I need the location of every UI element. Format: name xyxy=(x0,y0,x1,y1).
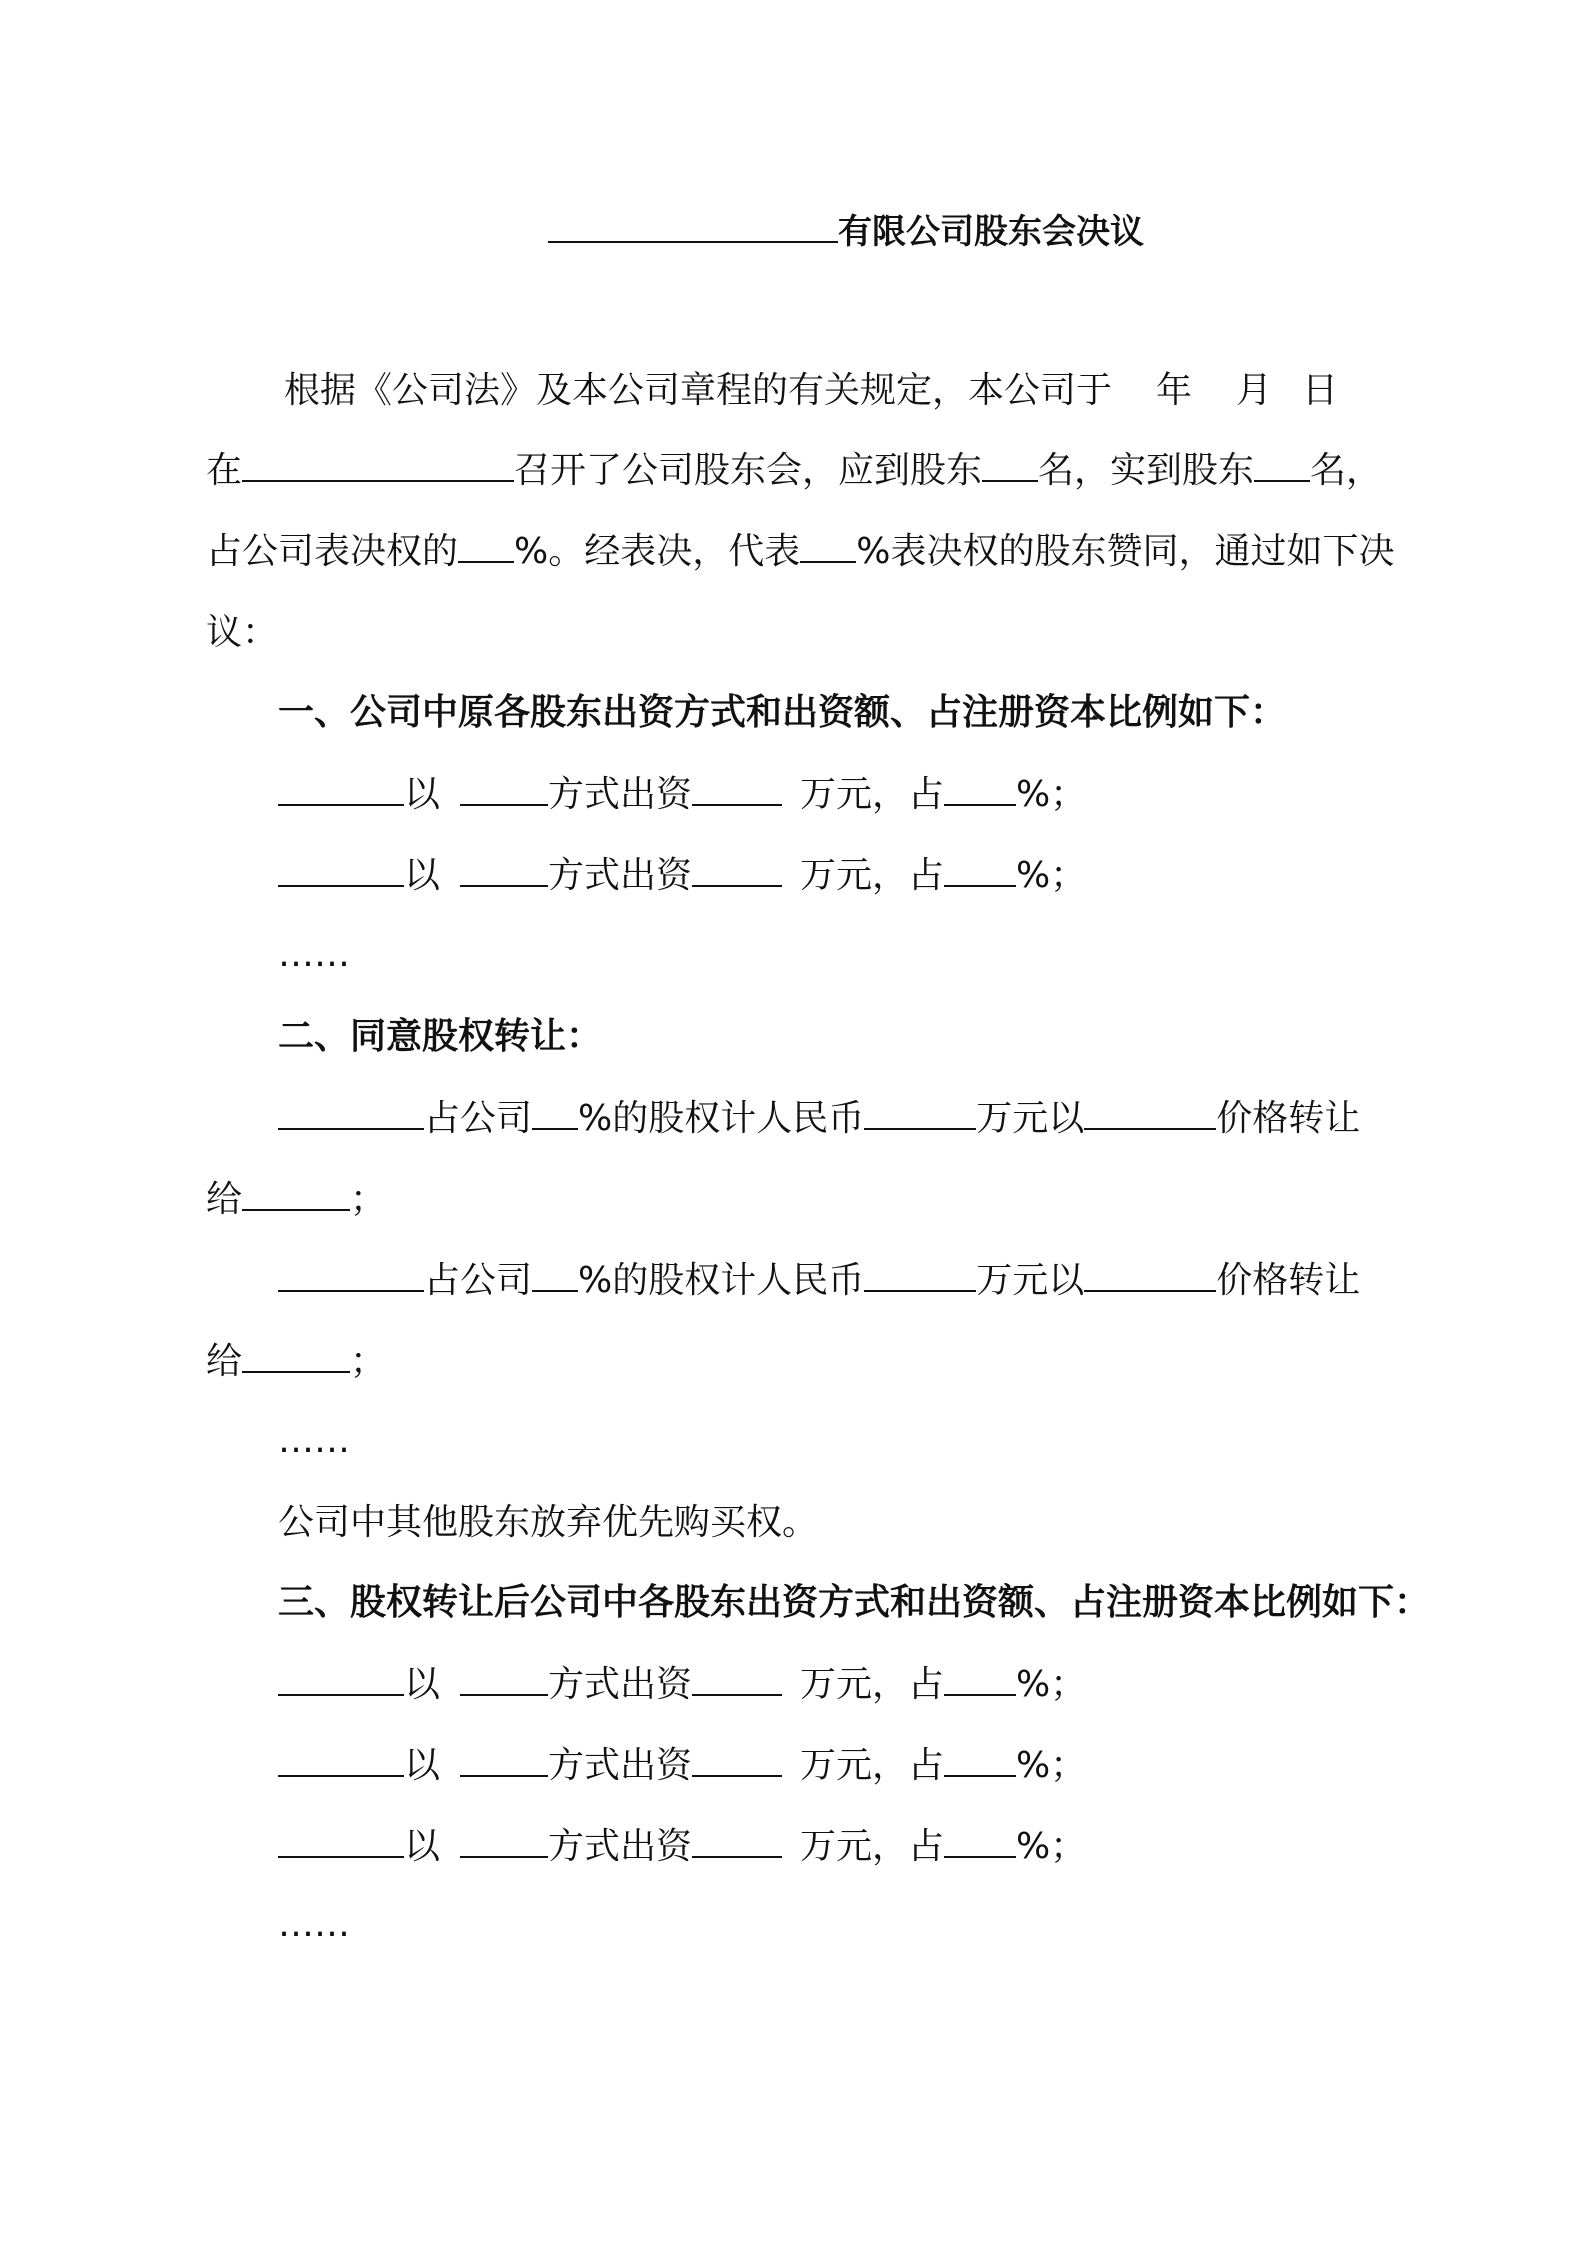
capital-row: 以 方式出资 万元，占 %； xyxy=(278,1741,1086,1791)
transfer-row-continued: 给 ； xyxy=(206,1179,387,1220)
intro-line-4: 议： xyxy=(206,612,279,653)
capital-row: 以 方式出资 万元，占 %； xyxy=(278,1660,1086,1710)
ellipsis: …… xyxy=(278,1904,350,1945)
intro-line-3: 占公司表决权的 %。经表决，代表 %表决权的股东赞同，通过如下决 xyxy=(206,531,1395,572)
section2-heading: 二、同意股权转让： xyxy=(278,1016,603,1057)
transfer-row: 占公司 %的股权计人民币 万元以 价格转让 xyxy=(278,1094,1360,1144)
capital-row: 以 方式出资 万元，占 %； xyxy=(278,770,1086,820)
capital-row: 以 方式出资 万元，占 %； xyxy=(278,1822,1086,1872)
ellipsis: …… xyxy=(278,1420,350,1461)
waiver-statement: 公司中其他股东放弃优先购买权。 xyxy=(278,1502,819,1543)
intro-line-1: 根据《公司法》及本公司章程的有关规定，本公司于 年 月 日 xyxy=(284,370,1339,411)
title-text: 有限公司股东会决议 xyxy=(838,212,1144,252)
transfer-row: 占公司 %的股权计人民币 万元以 价格转让 xyxy=(278,1256,1360,1306)
meeting-place-blank xyxy=(242,479,514,482)
intro-line-2: 在 召开了公司股东会，应到股东 名，实到股东 名， xyxy=(206,450,1383,491)
shareholders-due-blank xyxy=(982,479,1038,482)
capital-row: 以 方式出资 万元，占 %； xyxy=(278,851,1086,901)
section1-heading: 一、公司中原各股东出资方式和出资额、占注册资本比例如下： xyxy=(278,692,1287,733)
shareholders-present-blank xyxy=(1254,479,1310,482)
transfer-row-continued: 给 ； xyxy=(206,1341,387,1382)
section3-heading: 三、股权转让后公司中各股东出资方式和出资额、占注册资本比例如下： xyxy=(278,1582,1431,1623)
company-name-blank xyxy=(548,240,838,243)
document-title xyxy=(548,207,1144,257)
approving-percent-blank xyxy=(800,560,856,563)
ellipsis: …… xyxy=(278,934,350,975)
voting-percent-blank xyxy=(458,560,514,563)
